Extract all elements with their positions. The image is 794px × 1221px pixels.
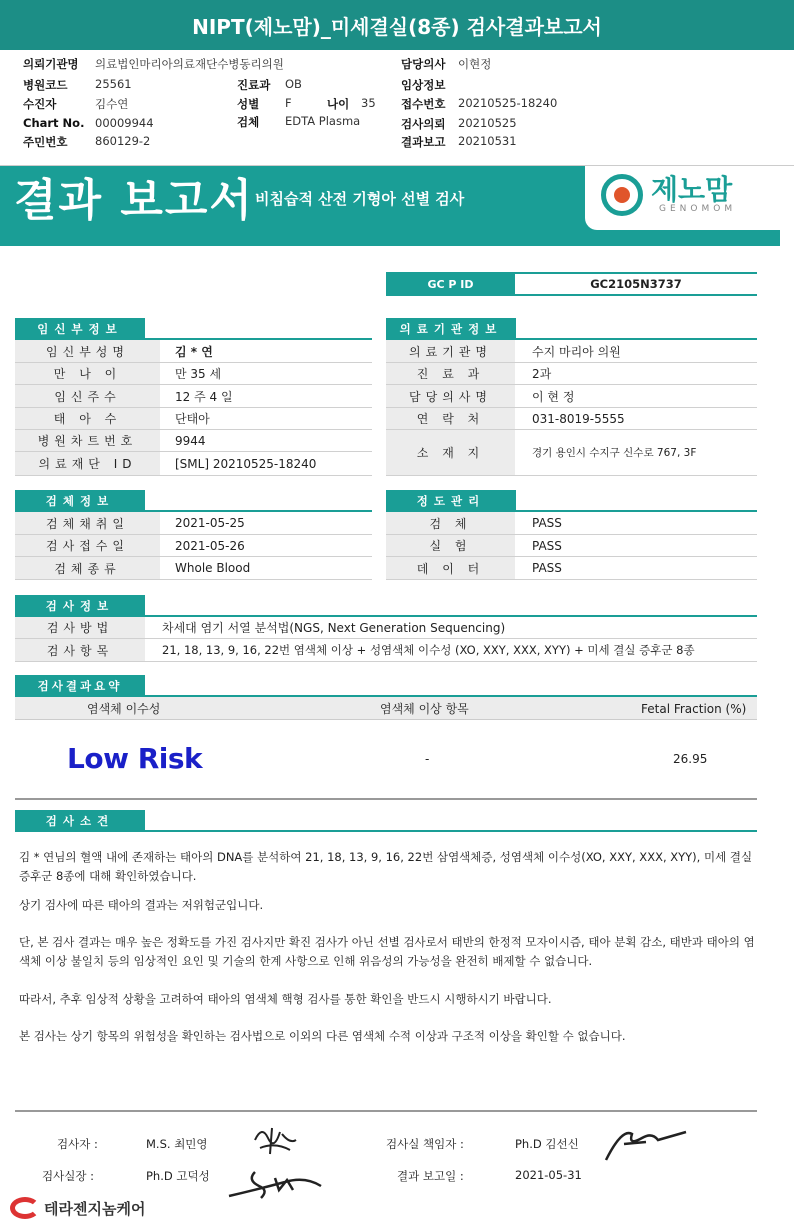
chart-no-label: Chart No. bbox=[23, 116, 85, 130]
age-value: 35 bbox=[361, 96, 376, 110]
chief-signature bbox=[225, 1160, 325, 1202]
table-row: 실 험 PASS bbox=[386, 535, 757, 557]
age-label: 나이 bbox=[327, 97, 350, 111]
table-row: 연 락 처 031-8019-5555 bbox=[386, 408, 757, 430]
specimen-value: EDTA Plasma bbox=[285, 114, 361, 128]
specimen-info-header bbox=[15, 490, 372, 512]
gcp-id-value: GC2105N3737 bbox=[590, 277, 682, 291]
chart-no-value: 00009944 bbox=[95, 116, 154, 130]
director-signature bbox=[602, 1120, 688, 1164]
test-info-table bbox=[15, 617, 757, 662]
request-date-label: 검사의뢰 bbox=[401, 117, 446, 131]
report-date-label: 결과보고 bbox=[401, 135, 446, 149]
clinical-info-label: 임상정보 bbox=[401, 78, 446, 92]
institution-value: 의료법인마리아의료재단수병동리의원 bbox=[95, 57, 284, 71]
findings-title: 검사소견 bbox=[15, 810, 145, 831]
table-row: 검 체 PASS bbox=[386, 512, 757, 535]
logo-subtext: GENOMOM bbox=[659, 204, 737, 214]
table-row: 데 이 터 PASS bbox=[386, 557, 757, 580]
table-row: 검사방법 차세대 염기 서열 분석법(NGS, Next Generation Sequencing) bbox=[15, 617, 757, 639]
table-row: 검사접수일 2021-05-26 bbox=[15, 535, 372, 557]
department-label: 진료과 bbox=[237, 78, 271, 92]
hospital-code-value: 25561 bbox=[95, 77, 132, 91]
table-row: 만 나 이 만 35 세 bbox=[15, 363, 372, 385]
report-date-sig-value: 2021-05-31 bbox=[515, 1168, 582, 1182]
doctor-value: 이현정 bbox=[458, 57, 492, 71]
sex-label: 성별 bbox=[237, 97, 260, 111]
finding-paragraph: 상기 검사에 따른 태아의 결과는 저위험군입니다. bbox=[19, 898, 264, 912]
hospital-code-label: 병원코드 bbox=[23, 78, 68, 92]
theragen-logo-icon bbox=[10, 1197, 40, 1219]
table-row: 검체채취일 2021-05-25 bbox=[15, 512, 372, 535]
quality-header bbox=[386, 490, 757, 512]
table-row: 의료기관명 수지 마리아 의원 bbox=[386, 340, 757, 363]
col-aneuploidy: 염색체 이수성 bbox=[87, 702, 161, 716]
receipt-no-value: 20210525-18240 bbox=[458, 96, 558, 110]
summary-values bbox=[15, 720, 757, 800]
findings-header bbox=[15, 810, 757, 832]
report-title: NIPT(제노맘)_미세결실(8종) 검사결과보고서 bbox=[0, 0, 794, 50]
director-label: 검사실 책임자 : bbox=[386, 1137, 464, 1151]
quality-table bbox=[386, 512, 757, 580]
institution-info-title: 의료기관정보 bbox=[386, 318, 516, 339]
patient-label: 수진자 bbox=[23, 97, 57, 111]
col-fetal-fraction: Fetal Fraction (%) bbox=[641, 701, 747, 716]
signature-divider bbox=[15, 1110, 757, 1112]
specimen-label: 검체 bbox=[237, 115, 260, 129]
chief-label: 검사실장 : bbox=[42, 1169, 94, 1183]
logo-text: 제노맘 bbox=[651, 173, 733, 206]
request-date-value: 20210525 bbox=[458, 116, 517, 130]
report-date-sig-label: 결과 보고일 : bbox=[397, 1169, 464, 1183]
finding-paragraph: 본 검사는 상기 항목의 위험성을 확인하는 검사법으로 이외의 다른 염색체 수적 이상과 구조적 이상을 확인할 수 없습니다. bbox=[19, 1029, 626, 1043]
fetal-fraction-value: 26.95 bbox=[673, 752, 708, 766]
banner-subtitle: 비침습적 산전 기형아 선별 검사 bbox=[255, 190, 465, 208]
table-row: 임신부성명 김 * 연 bbox=[15, 340, 372, 363]
report-date-value: 20210531 bbox=[458, 134, 517, 148]
doctor-label: 담당의사 bbox=[401, 57, 446, 71]
institution-info-table bbox=[386, 340, 757, 476]
pregnant-info-table bbox=[15, 340, 372, 476]
pregnant-info-header bbox=[15, 318, 372, 340]
table-row: 병원차트번호 9944 bbox=[15, 430, 372, 452]
summary-title: 검사결과요약 bbox=[15, 675, 145, 696]
table-row: 태 아 수 단태아 bbox=[15, 408, 372, 430]
quality-title: 정도관리 bbox=[386, 490, 516, 511]
tester-name: M.S. 최민영 bbox=[146, 1137, 208, 1151]
genomom-logo-icon bbox=[601, 174, 643, 216]
chief-name: Ph.D 고덕성 bbox=[146, 1169, 210, 1183]
table-row: 소 재 지 경기 용인시 수지구 신수로 767, 3F bbox=[386, 430, 757, 476]
resident-no-label: 주민번호 bbox=[23, 135, 68, 149]
summary-columns bbox=[15, 697, 757, 720]
tester-signature bbox=[250, 1120, 300, 1160]
genomom-logo bbox=[585, 166, 780, 230]
theragen-logo: 테라젠지놈케어 bbox=[10, 1196, 145, 1220]
gcp-id-box bbox=[386, 272, 757, 296]
gcp-id-label: GC P ID bbox=[386, 274, 515, 294]
risk-result: Low Risk bbox=[67, 742, 203, 775]
abnormal-item-value: - bbox=[425, 752, 430, 766]
banner-title: 결과 보고서 bbox=[14, 175, 254, 226]
table-row: 진 료 과 2과 bbox=[386, 363, 757, 385]
finding-paragraph: 단, 본 검사 결과는 매우 높은 정확도를 가진 검사지만 확진 검사가 아닌 선별 검사로서 태반의 한정적 모자이시즘, 태아 분획 감소, 태반과 태아의 염색체 이상 불일치 등의 임상적인 요인 및 기술의 한계 사항으로 인해 위음성의 가능성을 완전히 배제할 수 없습니다. bbox=[19, 935, 755, 968]
pregnant-info-title: 임신부정보 bbox=[15, 318, 145, 339]
table-row: 담당의사명 이 현 정 bbox=[386, 385, 757, 408]
receipt-no-label: 접수번호 bbox=[401, 97, 446, 111]
institution-info-header bbox=[386, 318, 757, 340]
specimen-info-title: 검체정보 bbox=[15, 490, 145, 511]
department-value: OB bbox=[285, 77, 302, 91]
finding-paragraph: 김 * 연님의 혈액 내에 존재하는 태아의 DNA를 분석하여 21, 18, 13, 9, 16, 22번 삼염색체증, 성염색체 이수성(XO, XXY, XXX, XYY), 미세 결실 증후군 8종에 대해 확인하였습니다. bbox=[19, 850, 753, 883]
col-abnormal-items: 염색체 이상 항목 bbox=[380, 702, 469, 716]
table-row: 검체종류 Whole Blood bbox=[15, 557, 372, 580]
report-banner bbox=[0, 166, 780, 246]
institution-label: 의뢰기관명 bbox=[23, 57, 79, 71]
director-name: Ph.D 김선신 bbox=[515, 1137, 579, 1151]
sex-value: F bbox=[285, 96, 292, 110]
table-row: 의료재단 ID [SML] 20210525-18240 bbox=[15, 452, 372, 476]
table-row: 검사항목 21, 18, 13, 9, 16, 22번 염색체 이상 + 성염색체 이수성 (XO, XXY, XXX, XYY) + 미세 결실 증후군 8종 bbox=[15, 639, 757, 662]
patient-value: 김수연 bbox=[95, 97, 129, 111]
test-info-title: 검사정보 bbox=[15, 595, 145, 616]
finding-paragraph: 따라서, 추후 임상적 상황을 고려하여 태아의 염색체 핵형 검사를 통한 확인을 반드시 시행하시기 바랍니다. bbox=[19, 992, 552, 1006]
header-info bbox=[0, 50, 794, 166]
resident-no-value: 860129-2 bbox=[95, 134, 151, 148]
specimen-info-table bbox=[15, 512, 372, 580]
summary-header bbox=[15, 675, 757, 697]
test-info-header bbox=[15, 595, 757, 617]
table-row: 임신주수 12 주 4 일 bbox=[15, 385, 372, 408]
tester-label: 검사자 : bbox=[57, 1137, 98, 1151]
